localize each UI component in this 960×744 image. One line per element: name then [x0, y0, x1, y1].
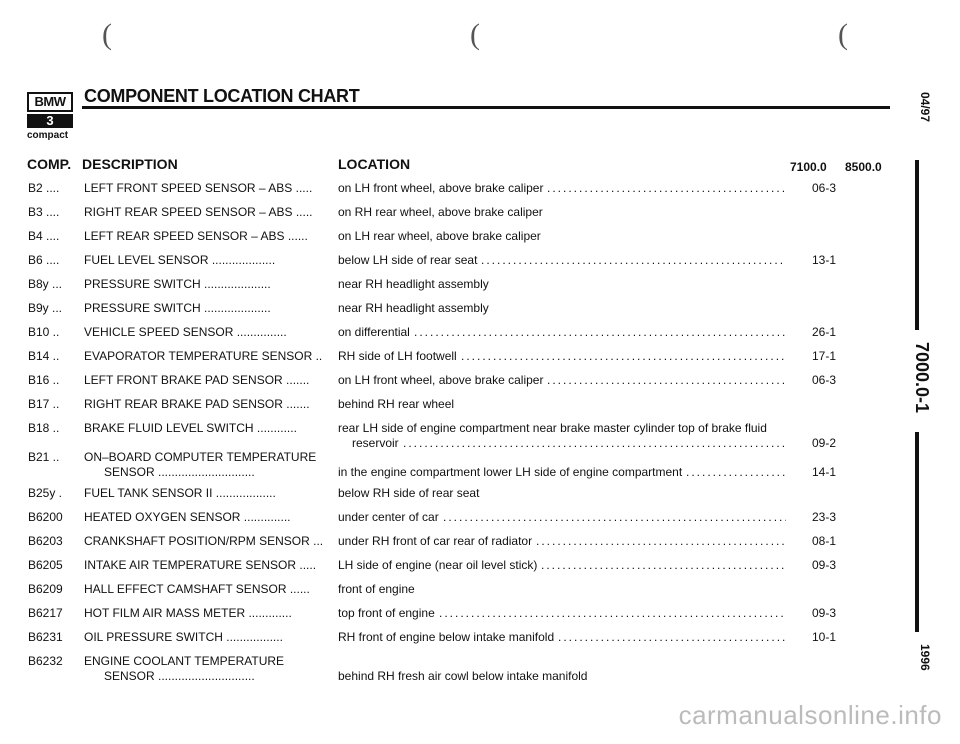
component-code: B21 .. — [28, 450, 60, 464]
component-description: LEFT FRONT SPEED SENSOR – ABS ..... — [84, 181, 313, 195]
component-location: below LH side of rear seat — [338, 253, 478, 267]
reference-number: 09-2 — [812, 436, 837, 450]
reference-number: 06-3 — [812, 373, 837, 387]
reference-number: 09-3 — [812, 558, 837, 572]
component-location: behind RH rear wheel — [338, 397, 455, 411]
dot-leader — [461, 349, 786, 363]
component-location: on RH rear wheel, above brake caliper — [338, 205, 543, 219]
side-page-number: 7000.0-1 — [912, 342, 932, 414]
component-description: OIL PRESSURE SWITCH ................. — [84, 630, 283, 644]
component-code: B6 .... — [28, 253, 60, 267]
component-location: behind RH fresh air cowl below intake manifold — [338, 669, 588, 683]
component-description: RIGHT REAR SPEED SENSOR – ABS ..... — [84, 205, 313, 219]
component-description: ENGINE COOLANT TEMPERATURE — [84, 654, 285, 668]
component-description-line-2: SENSOR ............................. — [104, 465, 255, 479]
component-location: front of engine — [338, 582, 415, 596]
side-year: 1996 — [918, 644, 932, 671]
component-description: HALL EFFECT CAMSHAFT SENSOR ...... — [84, 582, 310, 596]
column-header-comp: COMP. — [27, 156, 72, 172]
scan-mark: ( — [838, 18, 848, 51]
reference-number: 10-1 — [812, 630, 837, 644]
component-code: B10 .. — [28, 325, 60, 339]
component-location: on LH front wheel, above brake caliper — [338, 373, 544, 387]
component-location: on differential — [338, 325, 410, 339]
dot-leader — [481, 253, 786, 267]
reference-number: 08-1 — [812, 534, 837, 548]
scan-mark: ( — [102, 18, 112, 51]
side-date: 04/97 — [918, 92, 932, 123]
component-description: HOT FILM AIR MASS METER ............. — [84, 606, 292, 620]
logo-series: compact — [27, 130, 69, 141]
component-description: RIGHT REAR BRAKE PAD SENSOR ....... — [84, 397, 310, 411]
component-code: B2 .... — [28, 181, 60, 195]
component-location: under center of car — [338, 510, 439, 524]
component-code: B8y ... — [28, 277, 63, 291]
component-location: RH front of engine below intake manifold — [338, 630, 555, 644]
component-description-line-2: SENSOR ............................. — [104, 669, 255, 683]
component-location: rear LH side of engine compartment near brake master cylinder top of brake fluid — [338, 421, 767, 435]
component-location: top front of engine — [338, 606, 435, 620]
title-divider — [82, 106, 890, 109]
dot-leader — [403, 436, 786, 450]
dot-leader — [443, 510, 786, 524]
reference-number: 14-1 — [812, 465, 837, 479]
side-rule — [915, 160, 919, 330]
component-description: LEFT FRONT BRAKE PAD SENSOR ....... — [84, 373, 310, 387]
component-code: B6203 — [28, 534, 63, 548]
component-location: on LH rear wheel, above brake caliper — [338, 229, 541, 243]
component-description: CRANKSHAFT POSITION/RPM SENSOR ... — [84, 534, 324, 548]
reference-number: 17-1 — [812, 349, 837, 363]
component-code: B18 .. — [28, 421, 60, 435]
dot-leader — [547, 181, 786, 195]
component-location: below RH side of rear seat — [338, 486, 480, 500]
component-code: B17 .. — [28, 397, 60, 411]
watermark: carmanualsonline.info — [678, 700, 942, 730]
component-code: B6217 — [28, 606, 63, 620]
component-description: FUEL TANK SENSOR II .................. — [84, 486, 276, 500]
component-location: near RH headlight assembly — [338, 277, 489, 291]
page-title: COMPONENT LOCATION CHART — [84, 86, 360, 106]
component-description: ON–BOARD COMPUTER TEMPERATURE — [84, 450, 317, 464]
component-code: B6205 — [28, 558, 63, 572]
component-location: under RH front of car rear of radiator — [338, 534, 533, 548]
component-description: PRESSURE SWITCH .................... — [84, 277, 271, 291]
component-code: B3 .... — [28, 205, 60, 219]
component-description: INTAKE AIR TEMPERATURE SENSOR ..... — [84, 558, 317, 572]
component-location: on LH front wheel, above brake caliper — [338, 181, 544, 195]
column-header-ref-1: 7100.0 — [790, 160, 827, 174]
component-code: B6209 — [28, 582, 63, 596]
reference-number: 13-1 — [812, 253, 837, 267]
dot-leader — [558, 630, 786, 644]
column-header-description: DESCRIPTION — [82, 156, 178, 172]
component-code: B25y . — [28, 486, 63, 500]
component-code: B6200 — [28, 510, 63, 524]
column-header-location: LOCATION — [338, 156, 411, 172]
component-description: EVAPORATOR TEMPERATURE SENSOR .. — [84, 349, 323, 363]
component-location: LH side of engine (near oil level stick) — [338, 558, 538, 572]
component-code: B4 .... — [28, 229, 60, 243]
component-location-line-2: reservoir — [352, 436, 399, 450]
column-header-ref-2: 8500.0 — [845, 160, 882, 174]
scan-mark: ( — [470, 18, 480, 51]
reference-number: 06-3 — [812, 181, 837, 195]
logo-model: 3 — [27, 114, 73, 128]
reference-number: 09-3 — [812, 606, 837, 620]
component-location: RH side of LH footwell — [338, 349, 457, 363]
component-location: near RH headlight assembly — [338, 301, 489, 315]
dot-leader — [439, 606, 786, 620]
component-code: B9y ... — [28, 301, 63, 315]
component-description: VEHICLE SPEED SENSOR ............... — [84, 325, 287, 339]
component-description: FUEL LEVEL SENSOR ................... — [84, 253, 276, 267]
bmw-logo — [27, 92, 73, 141]
component-location: in the engine compartment lower LH side of engine compartment — [338, 465, 683, 479]
dot-leader — [414, 325, 786, 339]
component-description: HEATED OXYGEN SENSOR .............. — [84, 510, 291, 524]
logo-brand: BMW — [27, 92, 73, 112]
dot-leader — [536, 534, 786, 548]
dot-leader — [541, 558, 786, 572]
component-description: LEFT REAR SPEED SENSOR – ABS ...... — [84, 229, 308, 243]
reference-number: 26-1 — [812, 325, 837, 339]
reference-number: 23-3 — [812, 510, 837, 524]
dot-leader — [547, 373, 786, 387]
component-code: B6232 — [28, 654, 63, 668]
component-code: B6231 — [28, 630, 63, 644]
component-code: B14 .. — [28, 349, 60, 363]
side-rule — [915, 432, 919, 632]
component-description: BRAKE FLUID LEVEL SWITCH ............ — [84, 421, 297, 435]
dot-leader — [686, 465, 786, 479]
component-description: PRESSURE SWITCH .................... — [84, 301, 271, 315]
component-code: B16 .. — [28, 373, 60, 387]
